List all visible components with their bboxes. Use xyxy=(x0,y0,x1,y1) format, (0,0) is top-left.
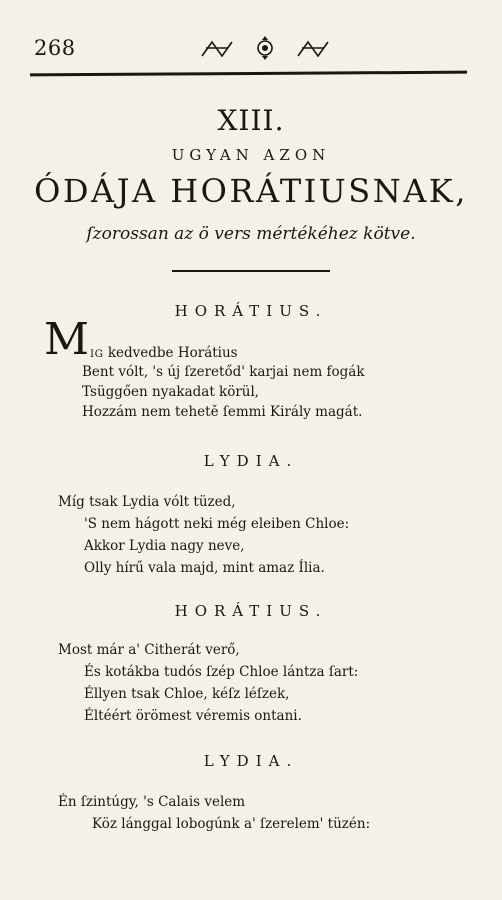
verse-line: És kotákba tudós ſzép Chloe lántza ſart: xyxy=(84,664,359,680)
speaker-heading: LYDIA. xyxy=(203,452,299,470)
verse-line: Én ſzintúgy, 's Calais velem xyxy=(58,794,246,810)
speaker-heading: HORÁTIUS. xyxy=(174,302,328,320)
speaker-heading: LYDIA. xyxy=(203,752,299,770)
verse-line: Most már a' Citherát verő, xyxy=(58,642,240,658)
verse-line: 'S nem hágott neki még eleiben Chloe: xyxy=(84,516,350,532)
fleuron-ornament-icon xyxy=(200,34,330,62)
verse-line: Köz lánggal lobogúnk a' ſzerelem' tüzén: xyxy=(92,816,371,832)
verse-line: Tsüggően nyakadat körül, xyxy=(82,384,260,400)
verse-line-text: kedvedbe Horátius xyxy=(107,345,238,361)
verse-line: Hozzám nem tehetě ſemmi Király magát. xyxy=(82,404,363,420)
title-rule xyxy=(172,270,330,272)
page-number: 268 xyxy=(34,36,76,60)
heading-kicker: UGYAN AZON xyxy=(171,146,331,164)
ode-title: ÓDÁJA HORÁTIUSNAK, xyxy=(34,172,468,210)
first-word-rest: IG xyxy=(90,348,104,360)
verse-line: Olly hírű vala majd, mint amaz Ília. xyxy=(84,560,325,576)
ode-subtitle: ſzorossan az ö vers mértékéhez kötve. xyxy=(86,224,416,244)
verse-line: Éltéért örömest véremis ontani. xyxy=(84,708,302,724)
verse-line xyxy=(90,345,238,362)
speaker-heading: HORÁTIUS. xyxy=(174,602,328,620)
verse-line: Bent vólt, 's új ſzeretőd' karjai nem fogák xyxy=(82,364,365,380)
header-rule xyxy=(30,71,467,77)
verse-line: Míg tsak Lydia vólt tüzed, xyxy=(58,494,236,510)
verse-line: Éllyen tsak Chloe, kéſz léſzek, xyxy=(84,686,290,702)
drop-cap: M xyxy=(44,314,90,365)
section-number: XIII. xyxy=(217,104,285,137)
verse-line: Akkor Lydia nagy neve, xyxy=(84,538,245,554)
